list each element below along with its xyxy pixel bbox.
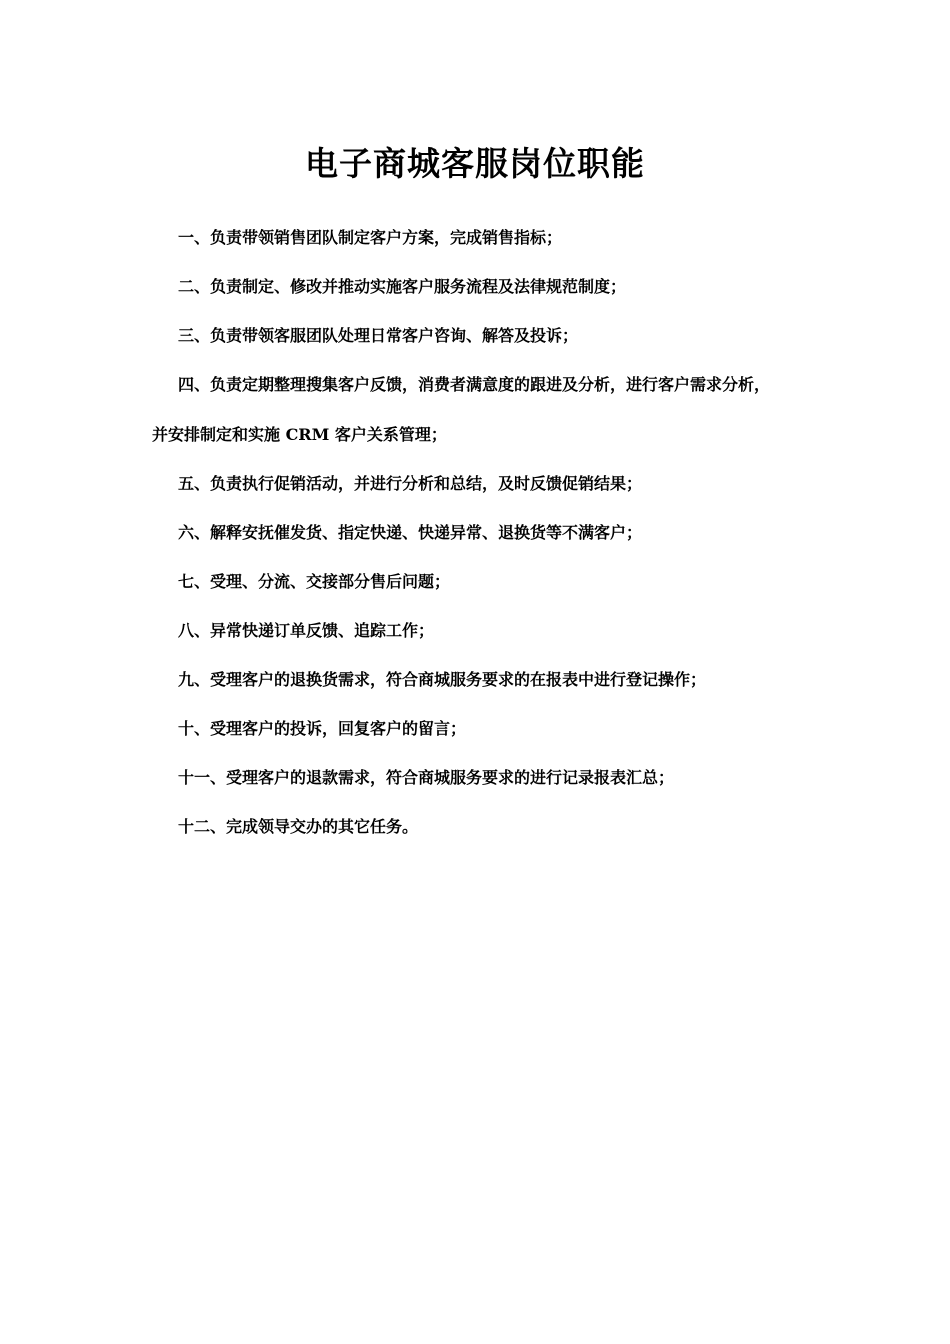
duty-item-2: 二、负责制定、修改并推动实施客户服务流程及法律规范制度； <box>178 277 627 296</box>
page-title: 电子商城客服岗位职能 <box>305 144 645 183</box>
duty-item-3: 三、负责带领客服团队处理日常客户咨询、解答及投诉； <box>178 326 579 345</box>
duty-item-12: 十二、完成领导交办的其它任务。 <box>178 817 419 836</box>
duty-item-5: 五、负责执行促销活动，并进行分析和总结，及时反馈促销结果； <box>178 474 643 493</box>
duty-item-8: 八、异常快递订单反馈、追踪工作； <box>178 621 435 640</box>
duty-item-10: 十、受理客户的投诉，回复客户的留言； <box>178 719 467 738</box>
duty-item-7: 七、受理、分流、交接部分售后问题； <box>178 572 451 591</box>
duty-item-4: 四、负责定期整理搜集客户反馈，消费者满意度的跟进及分析，进行客户需求分析， <box>178 375 771 394</box>
duty-item-1: 一、负责带领销售团队制定客户方案，完成销售指标； <box>178 228 563 247</box>
duty-item-4-continuation: 并安排制定和实施 CRM 客户关系管理； <box>152 425 447 444</box>
duty-item-9: 九、受理客户的退换货需求，符合商城服务要求的在报表中进行登记操作； <box>178 670 707 689</box>
duty-item-6: 六、解释安抚催发货、指定快递、快递异常、退换货等不满客户； <box>178 523 643 542</box>
duty-item-11: 十一、受理客户的退款需求，符合商城服务要求的进行记录报表汇总； <box>178 768 675 787</box>
